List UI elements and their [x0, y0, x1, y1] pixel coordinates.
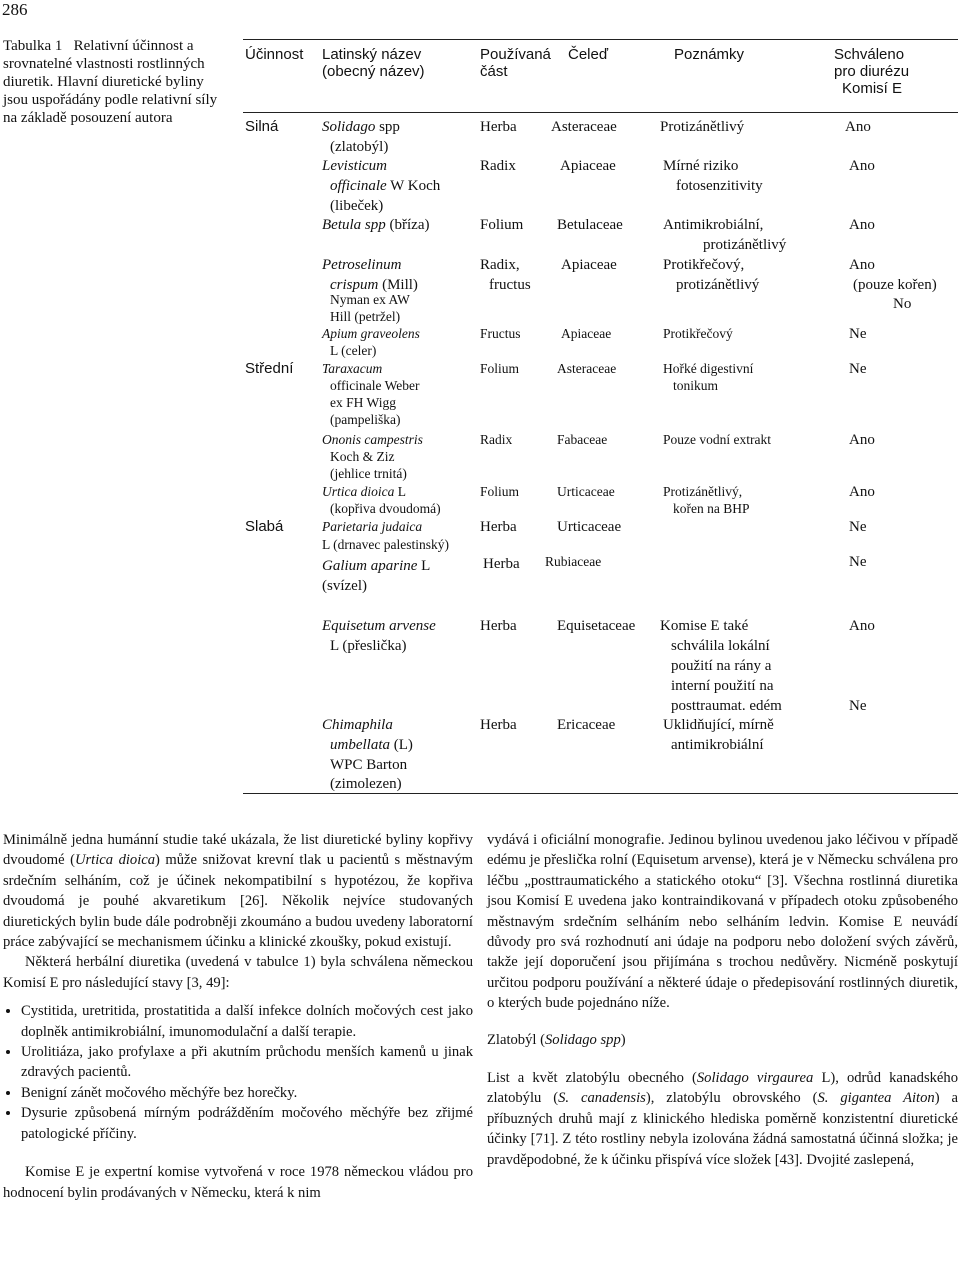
- table-row-part: Radix: [480, 432, 513, 447]
- table-row-latin: Petroselinum: [322, 257, 402, 273]
- table-row-notes: Uklidňující, mírně: [663, 717, 774, 733]
- table-row-part: Folium: [480, 361, 520, 376]
- paragraph: Komise E je expertní komise vytvořená v roce 1978 německou vládou pro hodnocení bylin prodávaných v Německu, která k nim: [3, 1164, 473, 1201]
- header-approved: [834, 46, 909, 97]
- bullet-list: [3, 1001, 473, 1144]
- table-row-approved: Ano: [849, 158, 875, 174]
- table-row-family: Asteraceae: [557, 361, 617, 376]
- table-row-part-2: fructus: [489, 277, 531, 293]
- table-row-notes: Komise E také: [660, 618, 749, 634]
- table-row-notes-2: fotosenzitivity: [676, 178, 763, 194]
- table-row-approved: Ano: [849, 217, 875, 233]
- table-row-notes-5: posttraumat. edém: [671, 698, 782, 714]
- table-row-common-2: Hill (petržel): [330, 309, 401, 324]
- table-row-approved-3: No: [893, 296, 912, 312]
- table-row-latin: Equisetum arvense: [322, 618, 436, 634]
- table-row-approved: Ne: [849, 698, 867, 714]
- table-row-notes-2: kořen na BHP: [673, 501, 750, 516]
- header-approved-line2: pro diurézu: [834, 63, 910, 80]
- table-row-part: Folium: [480, 484, 520, 499]
- table-row-notes-3: použití na rány a: [671, 658, 772, 674]
- table-row-notes-2: antimikrobiální: [671, 737, 764, 753]
- table-row-approved-2: (pouze kořen): [853, 277, 937, 293]
- header-part: [480, 46, 551, 80]
- table-row-part: Herba: [480, 618, 517, 634]
- table-row-common: L (drnavec palestinský): [322, 537, 449, 552]
- header-approved-line1: Schváleno: [834, 46, 905, 63]
- table-row-common: Nyman ex AW: [330, 292, 410, 307]
- table-row-notes: Hořké digestivní: [663, 361, 754, 376]
- header-notes: Poznámky: [674, 46, 745, 63]
- header-family: Čeleď: [568, 46, 609, 63]
- table-row-part: Radix,: [480, 257, 520, 273]
- table-row-common-3: (pampeliška): [330, 412, 401, 427]
- header-part-line1: Používaná: [480, 46, 551, 63]
- body-column-right: [487, 830, 958, 1170]
- list-item: • Dysurie způsobená mírným podrážděním močového měchýře bez zřijmé patologické příčiny.: [21, 1103, 473, 1144]
- paragraph: Některá herbální diuretika (uvedená v tabulce 1) byla schválena německou Komisí E pro následující stavy [3, 49]:: [3, 954, 473, 991]
- table-row-family: Urticaceae: [557, 519, 622, 535]
- table-row-part: Radix: [480, 158, 516, 174]
- table-row-part: Herba: [483, 556, 520, 572]
- table-row-family: Apiaceae: [561, 326, 612, 341]
- table-row-family: Asteraceae: [551, 119, 617, 135]
- header-latin-line1: Latinský název: [322, 46, 422, 63]
- table-caption: [3, 37, 225, 127]
- body-column-left: [3, 830, 473, 1203]
- table-rule-top: [243, 39, 958, 40]
- table-row-common: L (celer): [330, 343, 377, 358]
- table-row-family: Equisetaceae: [557, 618, 636, 634]
- header-latin-line2: (obecný název): [322, 63, 425, 80]
- table-row-latin: Chimaphila: [322, 717, 393, 733]
- table-row-latin: Urtica dioica L: [322, 484, 406, 499]
- table-row-notes-2: tonikum: [673, 378, 719, 393]
- table-row-latin: Apium graveolens: [322, 326, 420, 341]
- table-row-notes-4: interní použití na: [671, 678, 774, 694]
- row-efficacy: Střední: [245, 360, 294, 377]
- table-row-family: Apiaceae: [561, 257, 617, 273]
- table-row-approved: Ne: [849, 554, 867, 570]
- table-row-approved: Ano: [849, 257, 875, 273]
- row-efficacy: Silná: [245, 118, 279, 135]
- table-row-common: (svízel): [322, 578, 367, 594]
- table-row-family: Rubiaceae: [545, 554, 602, 569]
- table-row-common: (zlatobýl): [330, 139, 389, 155]
- table-row-family: Urticaceae: [557, 484, 615, 499]
- table-row-family: Ericaceae: [557, 717, 616, 733]
- table-row-common: L (přeslička): [330, 638, 407, 654]
- table-row-notes: Protizánětlivý,: [663, 484, 743, 499]
- header-part-line2: část: [480, 63, 508, 80]
- table-row-part: Herba: [480, 119, 517, 135]
- paragraph: List a květ zlatobýlu obecného (Solidago virgaurea L), odrůd kanadského zlatobýlu (S. canadensis), zlatobýlu obrovského (S. gigantea Aiton) a příbuzných druhů mají z klinického hlediska poměrně konzistentní diuretické účinky [71]. Z této rostliny nebyla izolována žádná samostatná účinná složka; je pravděpodobné, že k účinku přispívá více složek [43]. Dvojité zaslepená,: [487, 1070, 958, 1168]
- table-caption-text: Relativní účinnost a srovnatelné vlastnosti rostlinných diuretik. Hlavní diuretické byliny jsou uspořádány podle relativní síly na základě posouzení autora: [3, 38, 218, 126]
- list-item: • Urolitiáza, jako profylaxe a při akutním průchodu menších kamenů u jinak zdravých pacientů.: [21, 1042, 473, 1083]
- table-row-approved: Ano: [849, 618, 875, 634]
- table-row-family: Betulaceae: [557, 217, 623, 233]
- table-row-approved: Ne: [849, 361, 867, 377]
- table-row-approved: Ne: [849, 519, 867, 535]
- table-row-latin-2: crispum (Mill): [330, 277, 418, 293]
- table-row-approved: Ano: [849, 484, 875, 500]
- table-row-latin: Solidago spp: [322, 119, 400, 135]
- table-row-approved: Ne: [849, 326, 867, 342]
- page-number: 286: [2, 0, 28, 19]
- table-rule-bottom: [243, 793, 958, 794]
- table-row-approved: Ano: [845, 119, 871, 135]
- table-row-notes-2: schválila lokální: [671, 638, 770, 654]
- table-row-common: officinale Weber: [330, 378, 420, 393]
- table-row-notes: Mírné riziko: [663, 158, 739, 174]
- table-row-notes: Protizánětlivý: [660, 119, 745, 135]
- table-row-common-2: ex FH Wigg: [330, 395, 396, 410]
- table-row-notes: Protikřečový,: [663, 257, 745, 273]
- list-item: • Benigní zánět močového měchýře bez horečky.: [21, 1083, 473, 1103]
- header-efficacy: Účinnost: [245, 46, 304, 63]
- table-row-common-2: (jehlice trnitá): [330, 466, 407, 481]
- table-row-latin: Parietaria judaica: [322, 519, 423, 534]
- list-item: • Cystitida, uretritida, prostatitida a další infekce dolních močových cest jako doplněk antimikrobiální, imunomodulační a další terapie.: [21, 1001, 473, 1042]
- table-row-part: Folium: [480, 217, 524, 233]
- header-approved-line3: Komisí E: [842, 80, 903, 97]
- table-rule-header: [243, 112, 958, 113]
- table-caption-label: Tabulka 1: [3, 38, 63, 54]
- table-row-latin: Betula spp (bříza): [322, 217, 430, 233]
- table-row-approved: Ano: [849, 432, 875, 448]
- table-row-latin: Levisticum: [322, 158, 387, 174]
- row-efficacy: Slabá: [245, 518, 284, 535]
- table-row-notes: Pouze vodní extrakt: [663, 432, 771, 447]
- table-row-common: (kopřiva dvoudomá): [330, 501, 441, 516]
- table-row-notes-2: protizánětlivý: [676, 277, 760, 293]
- table-row-notes-2: protizánětlivý: [703, 237, 787, 253]
- table-row-common: (libeček): [330, 198, 384, 214]
- table-row-latin: Ononis campestris: [322, 432, 423, 447]
- table-row-latin: Taraxacum: [322, 361, 383, 376]
- table-row-common: Koch & Ziz: [330, 449, 395, 464]
- paragraph: Minimálně jedna humánní studie také ukázala, že list diuretické byliny kopřivy dvoudomé (Urtica dioica) může snižovat krevní tlak u pacientů s městnavým srdečním selháním, což je účinek nekompatibilní s hypotézou, že kopřiva dvoudomá je pouhé akvaretikum [26]. Několik nejvíce studovaných diuretických bylin bude dále podrobněji zkoumáno a budou uvedeny laboratorní práce zabývající se mechanismem účinku a klinické zkoušky, pokud existují.: [3, 832, 473, 951]
- table-row-part: Herba: [480, 519, 517, 535]
- section-heading: Zlatobýl (Solidago spp): [487, 1031, 626, 1048]
- table-row-notes: Antimikrobiální,: [663, 217, 764, 233]
- table-row-common-2: (zimolezen): [330, 776, 402, 792]
- table-row-family: Apiaceae: [560, 158, 616, 174]
- paragraph: vydává i oficiální monografie. Jedinou bylinou uvedenou jako léčivou v případě edému je přeslička rolní (Equisetum arvense), která je v Německu schválena pro léčbu „posttraumatického a statického otoku“ [3]. Všechna rostlinná diuretika jsou Komisí E uvedena jako kontraindikovaná v případech otoku způsobeného městnavým srdečním selháním nebo selháním ledvin. Komise E neuvádí důvody pro svá rozhodnutí ani údaje na podporu nebo doložení svých závěrů, takže její doporučení jsou přijímána s trochou nedůvěry. Nicméně poskytují určitou podporu používání a některé údaje o předepisování rostlinných diuretik, o kterých bude pojednáno níže.: [487, 832, 958, 1012]
- table-row-common: WPC Barton: [330, 757, 408, 773]
- table-row-family: Fabaceae: [557, 432, 608, 447]
- table-row-notes: Protikřečový: [663, 326, 733, 341]
- table-row-latin-2: umbellata (L): [330, 737, 413, 753]
- table-row-latin-2: officinale W Koch: [330, 178, 441, 194]
- header-latin: [322, 46, 425, 80]
- table-row-part: Fructus: [480, 326, 521, 341]
- table-row-latin: Galium aparine L: [322, 558, 431, 574]
- table-row-part: Herba: [480, 717, 517, 733]
